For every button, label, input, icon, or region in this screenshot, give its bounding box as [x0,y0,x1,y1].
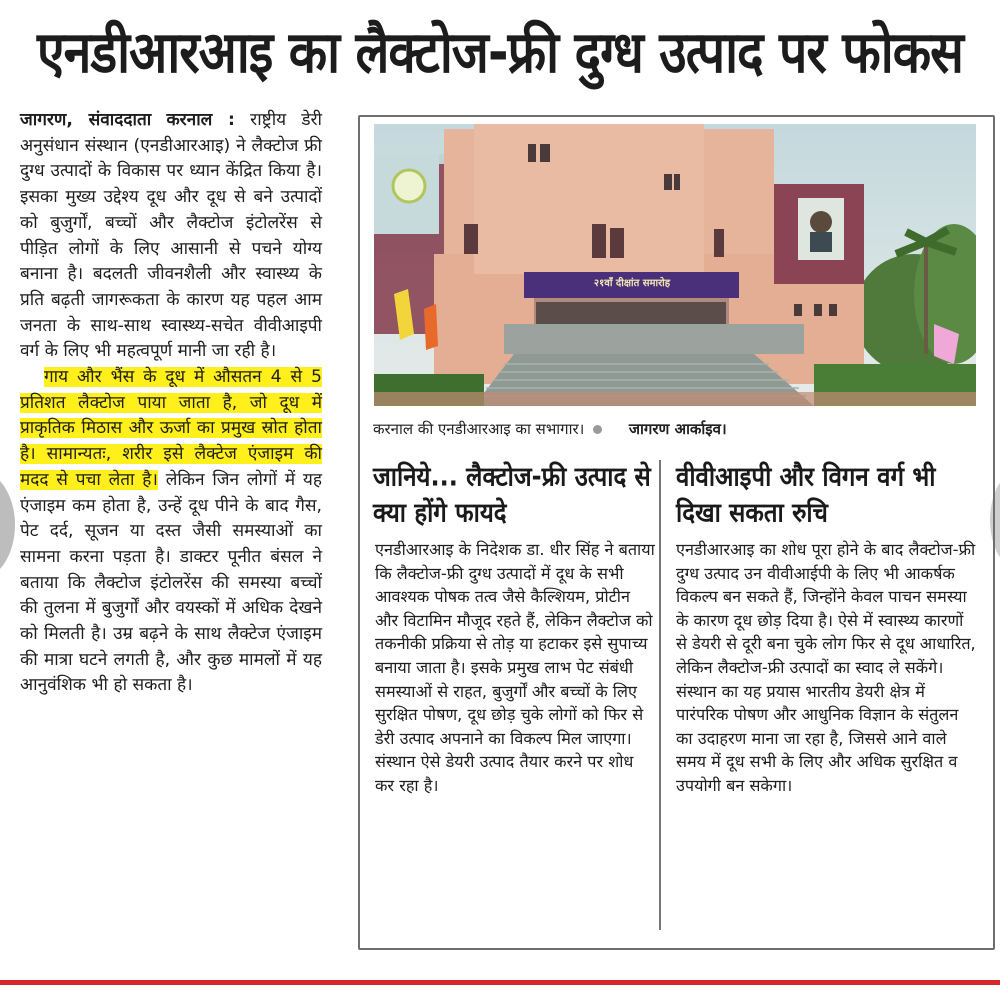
left-column-article [20,108,322,699]
bullet-dot-icon [593,425,602,434]
article-paragraph-2 [20,365,322,699]
section-1-title: जानिये... लैक्टोज-फ्री उत्पाद से क्या होंगे फायदे [373,461,651,529]
section-1-body: एनडीआरआइ के निदेशक डा. धीर सिंह ने बताया कि लैक्टोज-फ्री दुग्ध उत्पादों में दूध के सभी आवश्यक पोषक तत्व जैसे कैल्शियम, प्रोटीन और विटामिन मौजूद रहते हैं, लेकिन लैक्टोज को तकनीकी प्रक्रिया से तोड़ या हटाकर इसे सुपाच्य बनाया जाता है। इसके प्रमुख लाभ पेट संबंधी समस्याओं से राहत, बुजुर्गों और बच्चों के लिए सुरक्षित पोषण, दूध छोड़ चुके लोगों को फिर से डेरी उत्पाद अपनाने का विकल्प मिल जाएगा। संस्थान ऐसे डेयरी उत्पाद तैयार करने पर शोध कर रहा है। [375,540,655,795]
section-2-body: एनडीआरआइ का शोध पूरा होने के बाद लैक्टोज-फ्री दुग्ध उत्पाद उन वीवीआईपी के लिए भी आकर्षक विकल्प बन सकते हैं, जिन्होंने केवल पाचन समस्या के कारण दूध छोड़ दिया है। ऐसे में स्वास्थ्य कारणों से डेयरी से दूरी बना चुके लोग फिर से दूध आधारित, लेकिन लैक्टोज-फ्री उत्पादों का स्वाद ले सकेंगे। संस्थान का यह प्रयास भारतीय डेयरी क्षेत्र में पारंपरिक पोषण और आधुनिक विज्ञान के संतुलन का उदाहरण माना जा रहा है, जिससे आने वाले समय में दूध सभी के लिए और अधिक सुरक्षित व उपयोगी बन सकेगा। [676,540,976,795]
headline: एनडीआरआइ का लैक्टोज-फ्री दुग्ध उत्पाद पर फोकस [37,18,963,86]
red-rule-divider [0,980,1000,985]
article-paragraph-1: राष्ट्रीय डेरी अनुसंधान संस्थान (एनडीआरआइ) ने लैक्टोज फ्री दुग्ध उत्पादों के विकास पर ध्यान केंद्रित किया है। इसका मुख्य उद्देश्य दूध और दूध से बने उत्पादों को बुजुर्गों, बच्चों और लैक्टोज इंटोलरेंस से पीड़ित लोगों के लिए आसानी से पचने योग्य बनाना है। बदलती जीवनशैली और स्वास्थ्य के प्रति बढ़ती जागरूकता के कारण यह पहल आम जनता के साथ-साथ स्वास्थ्य-सचेत वीवीआइपी वर्ग के लिए भी महत्वपूर्ण मानी जा रही है। [20,110,323,362]
byline-source: जागरण, संवाददाता [20,110,152,130]
photo-caption [373,419,973,439]
photo-credit: जागरण आर्काइव। [628,420,727,438]
column-divider [659,460,661,930]
auditorium-photo [374,124,976,406]
byline [20,108,322,365]
caption-text: करनाल की एनडीआरआइ का सभागार। [373,420,585,438]
highlighted-text: गाय और भैंस के दूध में औसतन 4 से 5 प्रतिशत लैक्टोज पाया जाता है, जो दूध में प्राकृतिक मिठास और ऊर्जा का प्रमुख स्रोत होता है। सामान्यतः, शरीर इसे लैक्टेज एंजाइम की मदद से पचा लेता है। [20,367,322,490]
banner-text: २१वाँ दीक्षांत समारोह [593,278,671,289]
section-2-title: वीवीआइपी और विगन वर्ग भी दिखा सकता रुचि [676,461,936,529]
paragraph-2-continued: लेकिन जिन लोगों में यह एंजाइम कम होता है, उन्हें दूध पीने के बाद गैस, पेट दर्द, सूजन या दस्त जैसी समस्याओं का सामना करना पड़ता है। डाक्टर पूनीत बंसल ने बताया कि लैक्टोज इंटोलरेंस की समस्या बच्चों की तुलना में बुजुर्गों और वयस्कों में अधिक देखने को मिलती है। उम्र बढ़ने के साथ लैक्टेज एंजाइम की मात्रा घटने लगती है, और कुछ मामलों में यह आनुवंशिक भी हो सकता है। [20,469,322,696]
page-edge-shadow-left [0,470,15,580]
byline-location: करनाल : [166,110,235,130]
building-image [374,124,976,406]
